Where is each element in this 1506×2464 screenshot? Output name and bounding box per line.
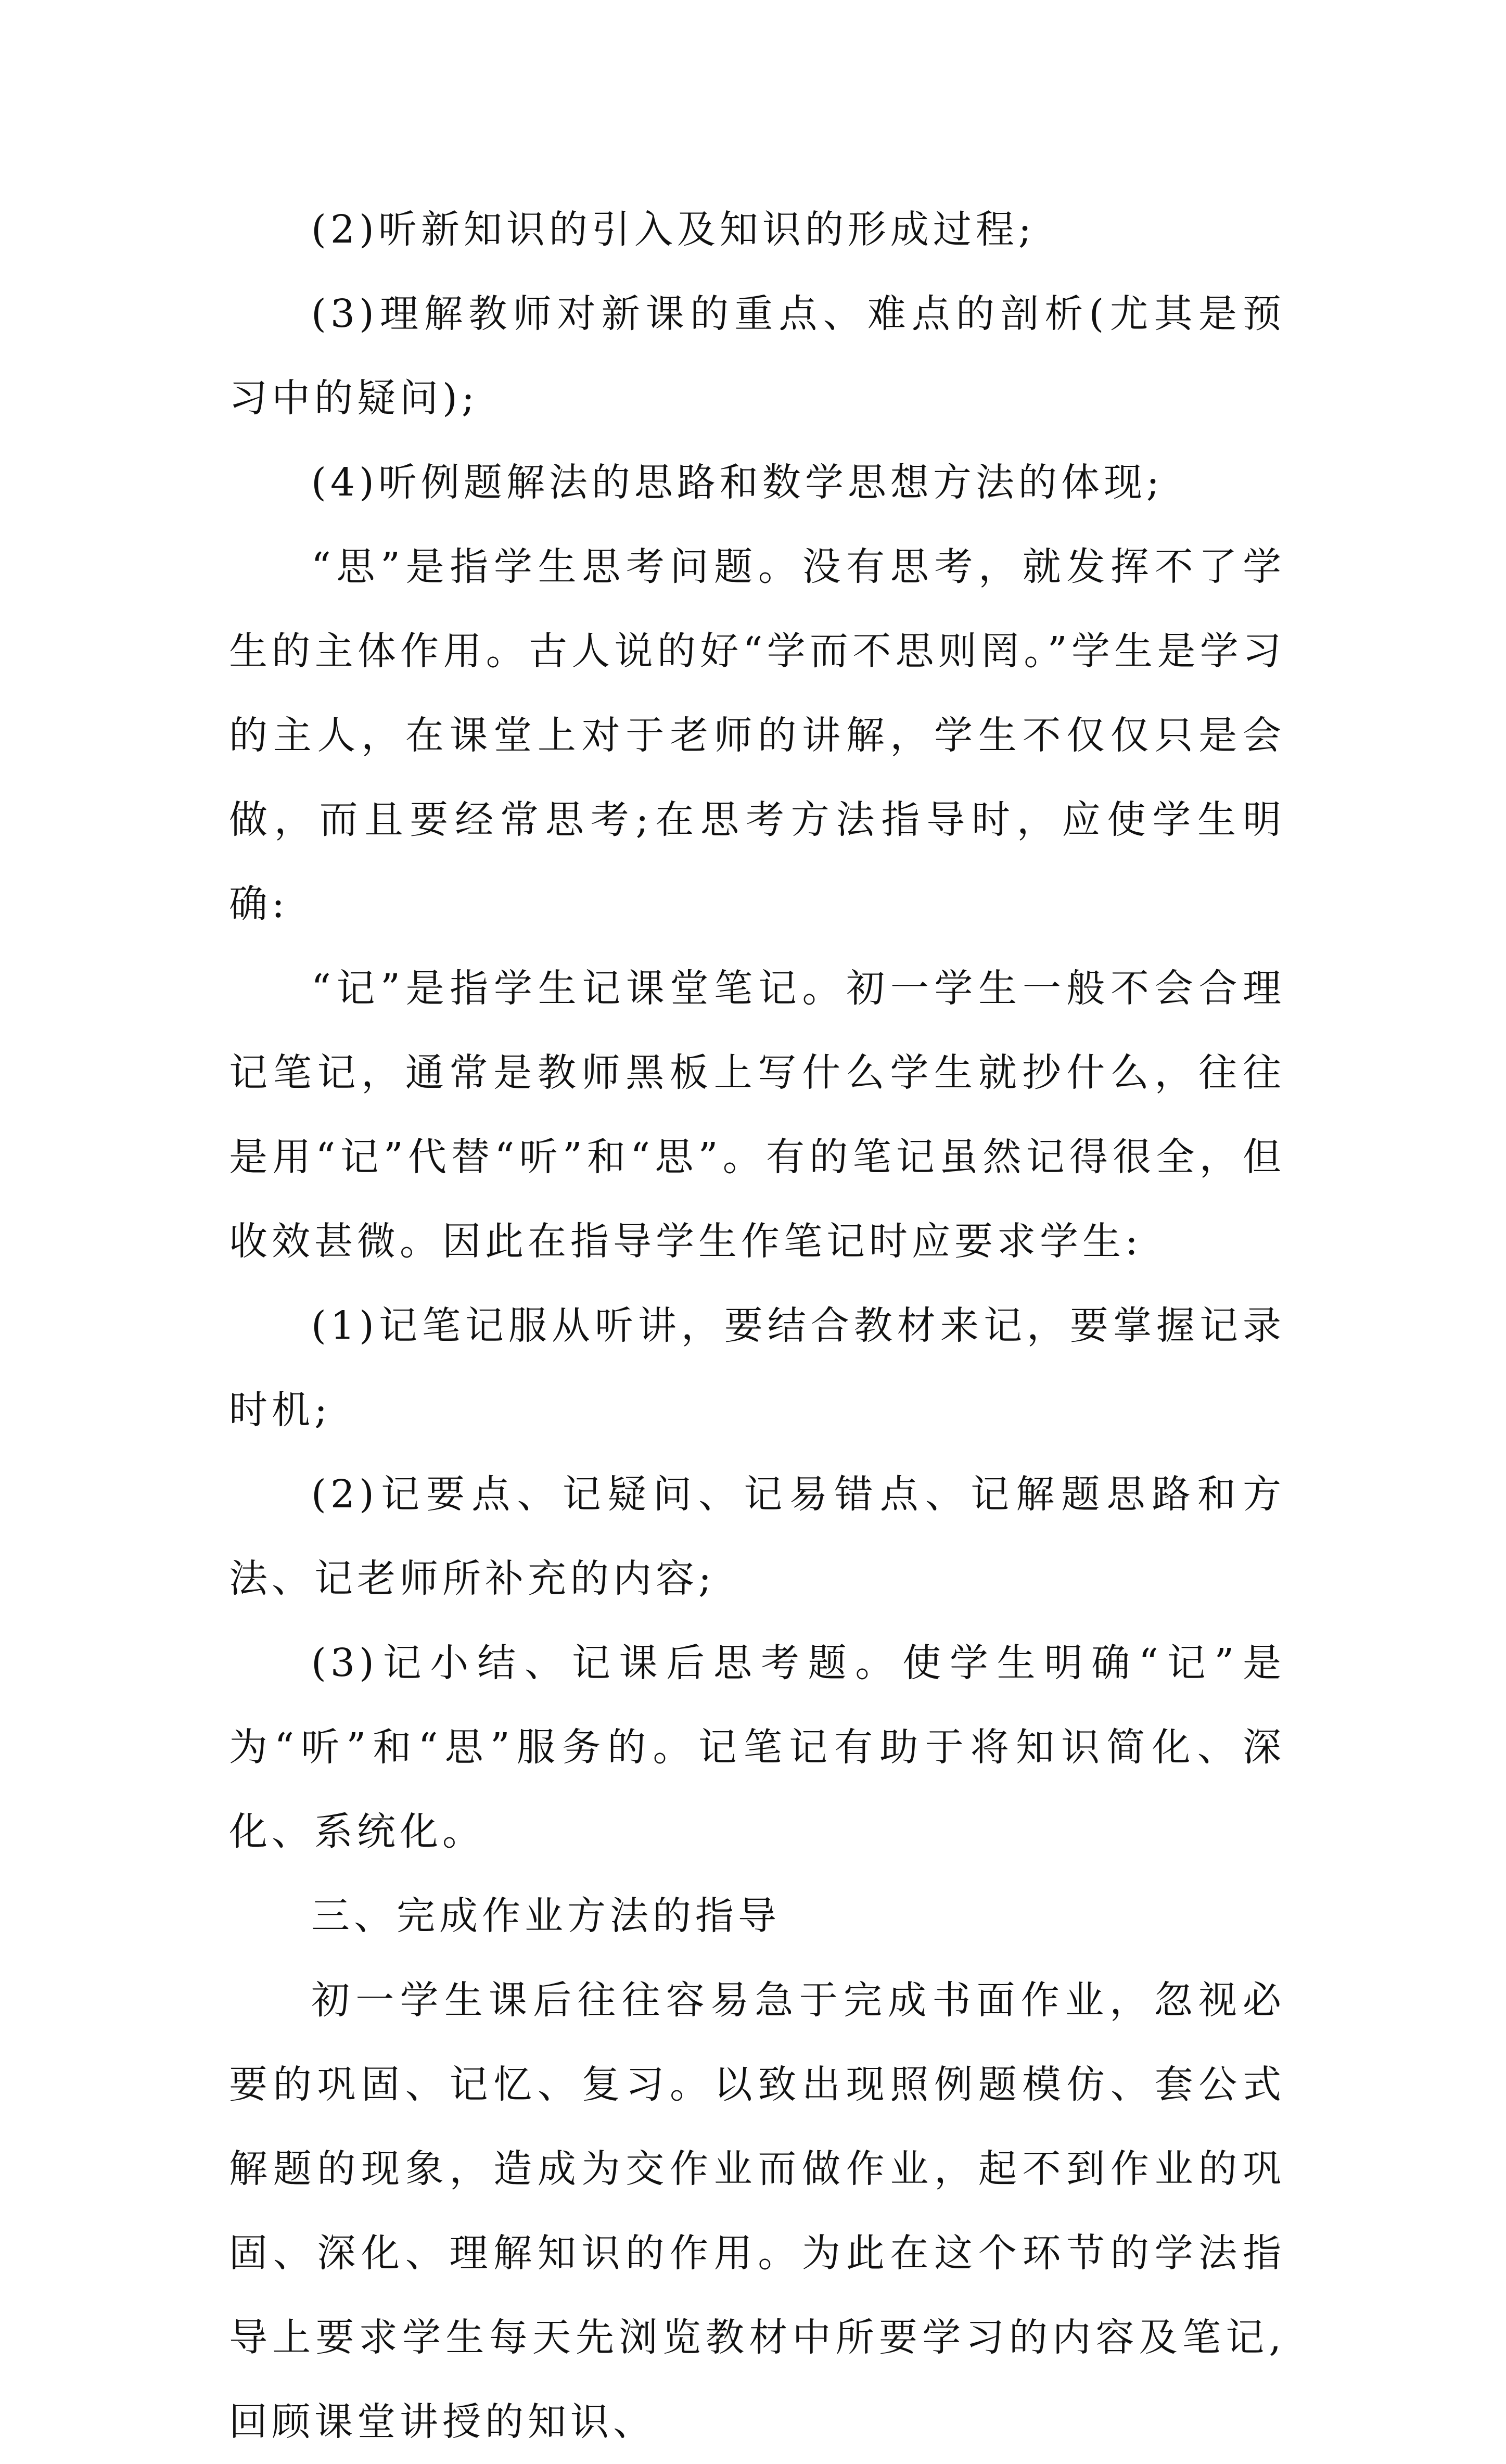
section-heading-homework: 三、完成作业方法的指导 [311,1894,781,1938]
paragraph-think: “思”是指学生思考问题。没有思考，就发挥不了学生的主体作用。古人说的好“学而不思则罔。”学生是学习的主人，在课堂上对于老师的讲解，学生不仅仅只是会做，而且要经常思考;在思考方法指导时，应使学生明确: [229,544,1285,926]
body-text [229,187,1285,2464]
paragraph-understand-key-points: (3)理解教师对新课的重点、难点的剖析(尤其是预习中的疑问); [229,291,1285,421]
paragraph-homework: 初一学生课后往往容易急于完成书面作业，忽视必要的巩固、记忆、复习。以致出现照例题模仿、套公式解题的现象，造成为交作业而做作业，起不到作业的巩固、深化、理解知识的作用。为此在这个环节的学法指导上要求学生每天先浏览教材中所要学习的内容及笔记,回顾课堂讲授的知识、 [229,1978,1285,2444]
paragraph-notes-item-3: (3)记小结、记课后思考题。使学生明确“记”是为“听”和“思”服务的。记笔记有助于将知识简化、深化、系统化。 [229,1641,1285,1854]
paragraph-listen-new-knowledge: (2)听新知识的引入及知识的形成过程; [311,207,1036,252]
paragraph-notes: “记”是指学生记课堂笔记。初一学生一般不会合理记笔记，通常是教师黑板上写什么学生就抄什么，往往是用“记”代替“听”和“思”。有的笔记虽然记得很全，但收效甚微。因此在指导学生作笔记时应要求学生: [229,966,1285,1264]
paragraph-listen-examples: (4)听例题解法的思路和数学思想方法的体现; [311,460,1164,505]
paragraph-notes-item-1: (1)记笔记服从听讲，要结合教材来记，要掌握记录时机; [229,1303,1285,1432]
paragraph-notes-item-2: (2)记要点、记疑问、记易错点、记解题思路和方法、记老师所补充的内容; [229,1472,1285,1601]
